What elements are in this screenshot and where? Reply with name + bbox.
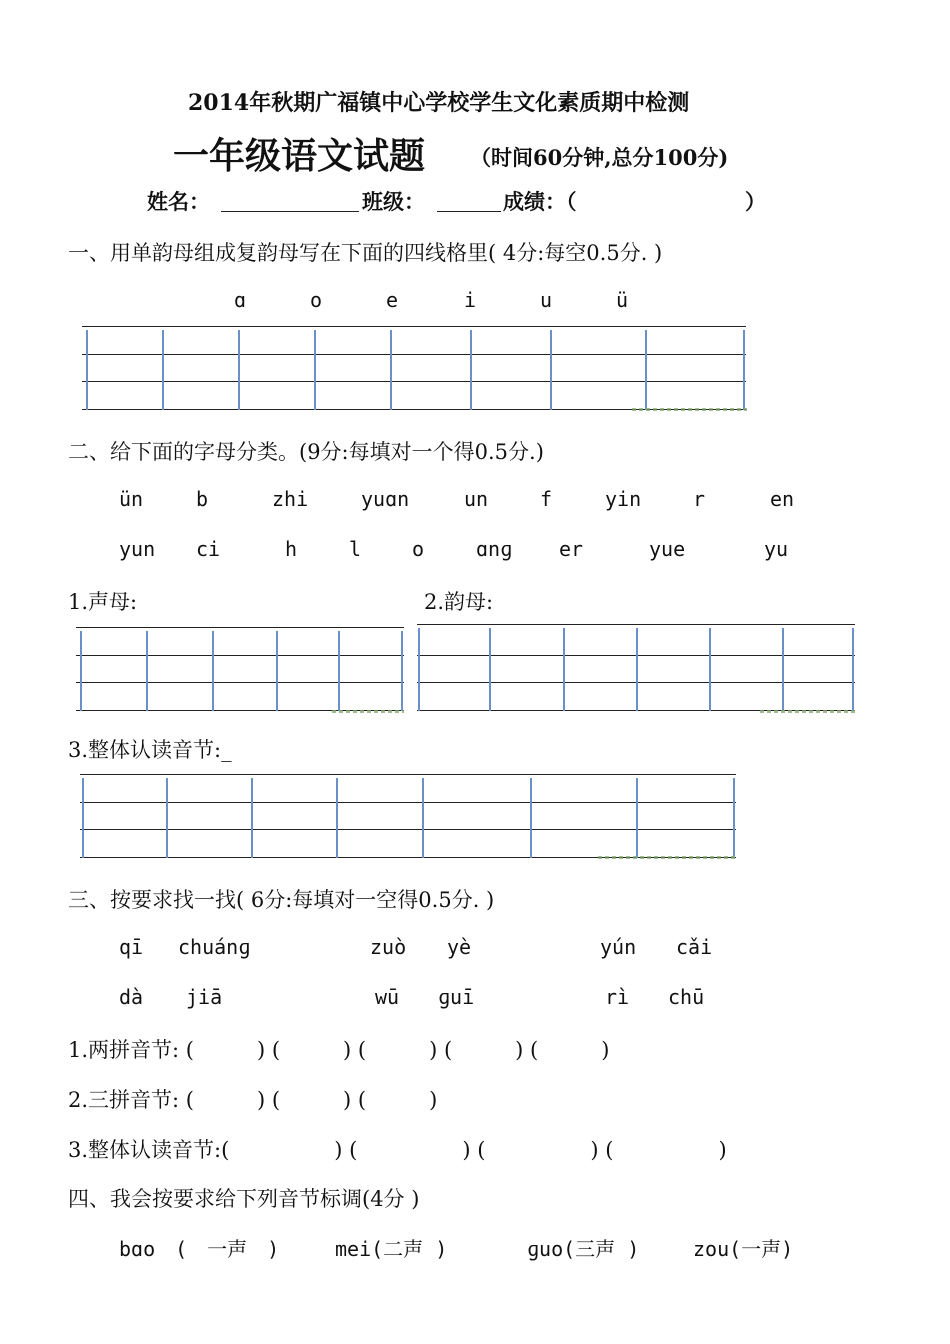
letter-o: o — [310, 288, 323, 312]
exam-title: 一年级语文试题 — [173, 135, 426, 177]
tone-item-mei[interactable]: mei(二声 ) — [335, 1237, 448, 1261]
liangpin-line[interactable]: 1.两拼音节: ( ) ( ) ( ) ( ) ( ) — [68, 1038, 610, 1062]
section3-heading: 三、按要求找一找( 6分:每填对一空得0.5分. ) — [68, 888, 495, 912]
shengmu-label: 1.声母: — [68, 590, 138, 614]
score-label: 成绩：（ — [503, 189, 577, 214]
zhengti-line[interactable]: 3.整体认读音节:( ) ( ) ( ) ( ) — [68, 1138, 727, 1162]
zhengti-label: 3.整体认读音节:_ — [68, 738, 232, 762]
letter-v: ü — [616, 288, 629, 312]
letter-a: ɑ — [234, 288, 247, 312]
exam-meta: （时间60分钟,总分100分) — [470, 145, 729, 170]
school-title: 2014年秋期广福镇中心学校学生文化素质期中检测 — [188, 90, 690, 116]
letter-u: u — [540, 288, 553, 312]
name-label: 姓名： — [147, 189, 210, 214]
tone-item-zou[interactable]: zou(一声) — [693, 1237, 794, 1261]
score-close: ） — [745, 189, 766, 214]
section4-heading: 四、我会按要求给下列音节标调(4分 ) — [68, 1187, 420, 1211]
letter-i: i — [464, 288, 477, 312]
letter-e: e — [386, 288, 399, 312]
yunmu-label: 2.韵母: — [424, 590, 494, 614]
section1-heading: 一、用单韵母组成复韵母写在下面的四线格里( 4分:每空0.5分. ) — [68, 241, 663, 265]
tone-item-guo[interactable]: ɡuo(三声 ) — [527, 1237, 640, 1261]
sanpin-line[interactable]: 2.三拼音节: ( ) ( ) ( ) — [68, 1088, 438, 1112]
section2-heading: 二、给下面的字母分类。(9分:每填对一个得0.5分.) — [68, 440, 544, 464]
tone-item-bao[interactable]: bɑo ( 一声 ) — [119, 1237, 280, 1261]
class-label: 班级： — [362, 189, 425, 214]
class-blank[interactable] — [437, 211, 501, 212]
name-blank[interactable] — [221, 211, 359, 212]
